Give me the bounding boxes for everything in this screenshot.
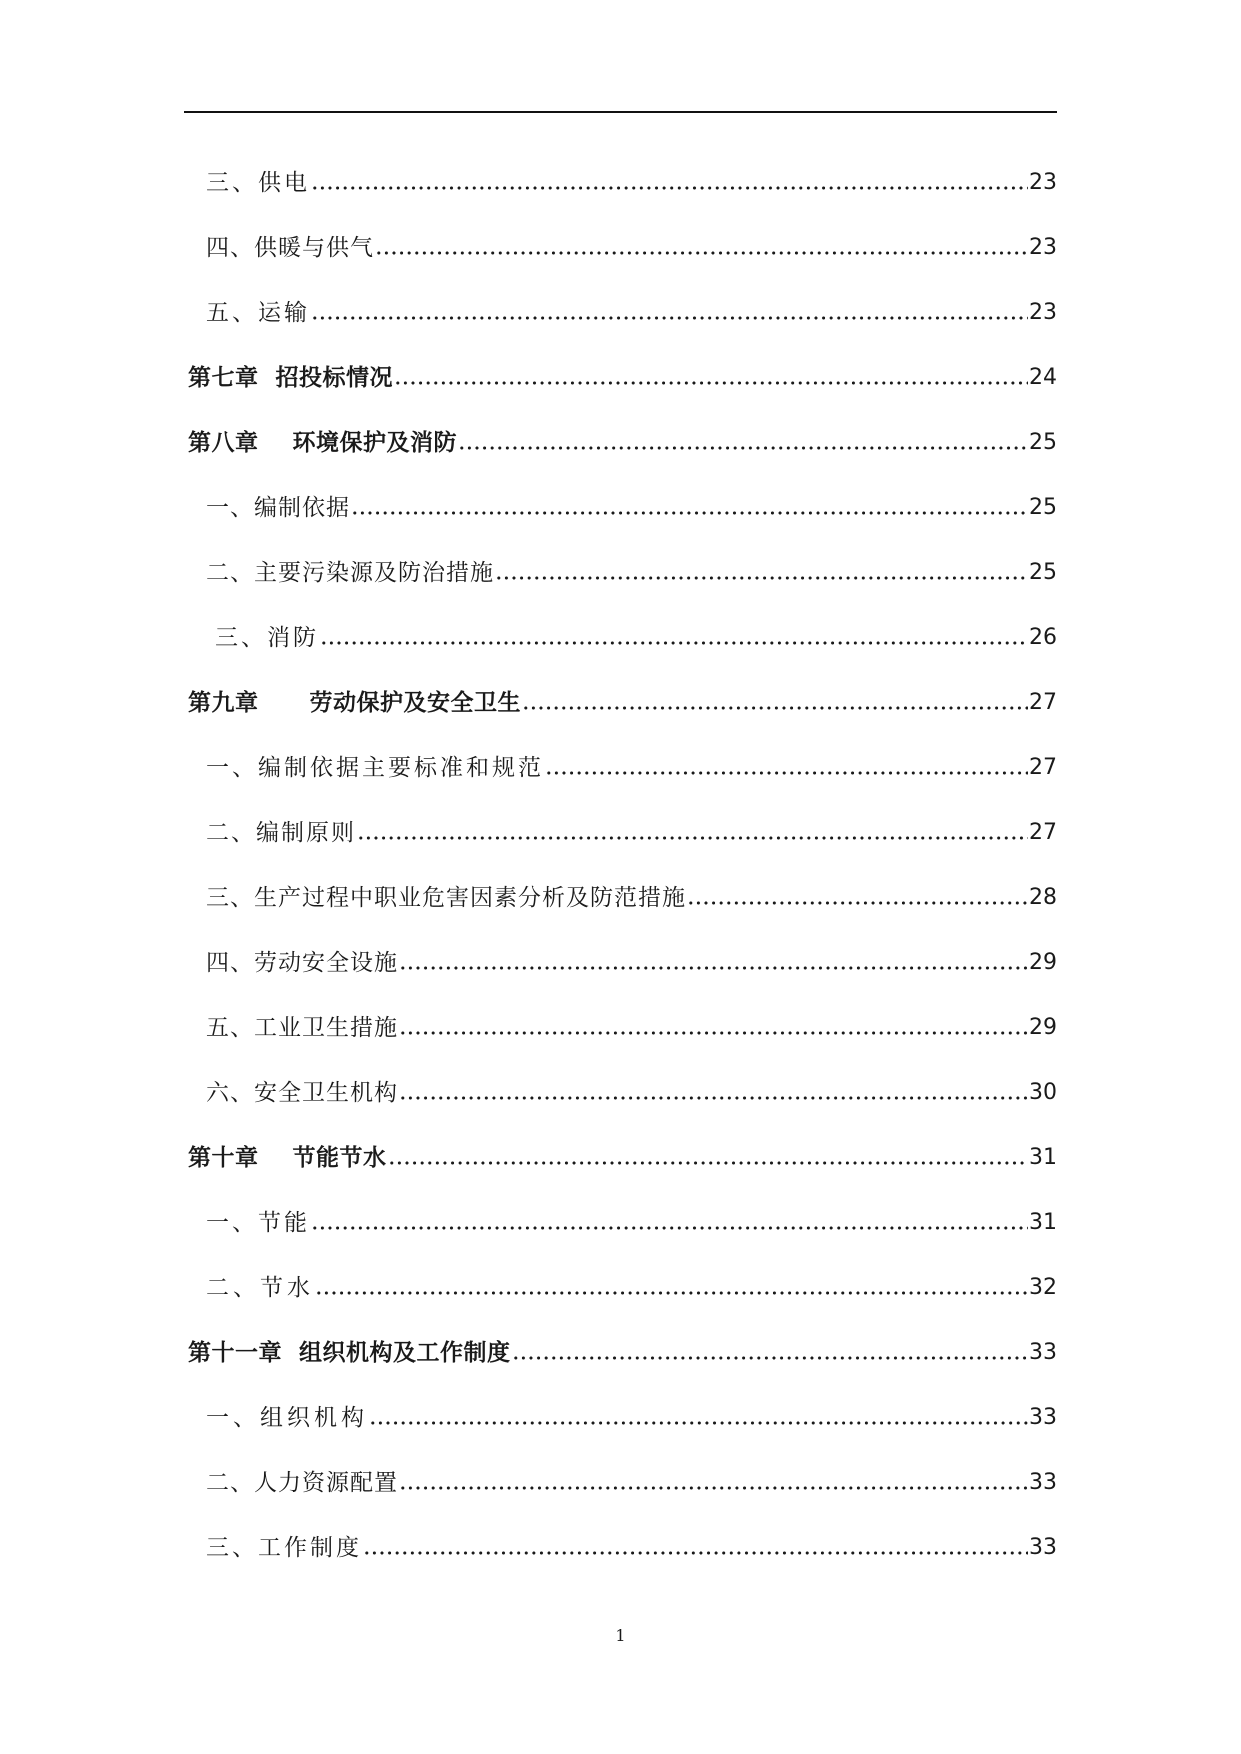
toc-entry[interactable] (0, 158, 1241, 198)
toc-leader-dots (363, 1551, 1028, 1555)
toc-entry-label: 四、供暖与供气 (206, 235, 374, 261)
toc-entry-page: 33 (1029, 1470, 1057, 1495)
toc-leader-dots (311, 316, 1028, 320)
toc-entry-label: 三、消防 (215, 625, 319, 651)
toc-entry[interactable] (0, 288, 1241, 328)
toc-entry-label: 第七章 招投标情况 (188, 365, 394, 391)
toc-entry-label: 二、人力资源配置 (206, 1470, 398, 1496)
toc-entry[interactable] (0, 1393, 1241, 1433)
toc-entry-page: 30 (1029, 1080, 1057, 1105)
toc-leader-dots (545, 771, 1028, 775)
toc-leader-dots (311, 1226, 1028, 1230)
toc-entry-label: 四、劳动安全设施 (206, 950, 398, 976)
toc-leader-dots (320, 641, 1028, 645)
toc-leader-dots (399, 1486, 1028, 1490)
toc-entry-page: 32 (1029, 1275, 1057, 1300)
toc-entry[interactable] (0, 808, 1241, 848)
toc-entry-page: 27 (1029, 755, 1057, 780)
toc-leader-dots (375, 251, 1028, 255)
toc-entry-page: 23 (1029, 235, 1057, 260)
toc-leader-dots (357, 836, 1028, 840)
toc-entry[interactable] (0, 1458, 1241, 1498)
toc-leader-dots (315, 1291, 1028, 1295)
toc-entry-page: 29 (1029, 950, 1057, 975)
toc-entry-page: 23 (1029, 300, 1057, 325)
toc-entry[interactable] (0, 1523, 1241, 1563)
toc-entry[interactable] (0, 548, 1241, 588)
toc-leader-dots (351, 511, 1028, 515)
toc-entry[interactable] (0, 483, 1241, 523)
toc-entry-page: 26 (1029, 625, 1057, 650)
toc-entry[interactable] (0, 1068, 1241, 1108)
toc-chapter-entry[interactable] (0, 353, 1241, 393)
toc-leader-dots (388, 1161, 1028, 1165)
toc-entry-page: 24 (1029, 365, 1057, 390)
toc-leader-dots (458, 446, 1028, 450)
toc-entry-page: 25 (1029, 430, 1057, 455)
toc-entry[interactable] (0, 743, 1241, 783)
toc-entry-page: 29 (1029, 1015, 1057, 1040)
toc-entry-label: 第十一章 组织机构及工作制度 (188, 1340, 511, 1366)
toc-entry-label: 一、节能 (206, 1210, 310, 1236)
toc-leader-dots (394, 381, 1028, 385)
toc-entry-label: 一、编制依据 (206, 495, 350, 521)
toc-chapter-entry[interactable] (0, 678, 1241, 718)
page-number: 1 (615, 1626, 626, 1645)
toc-chapter-entry[interactable] (0, 418, 1241, 458)
toc-entry-page: 33 (1029, 1340, 1057, 1365)
toc-entry-label: 一、编制依据主要标准和规范 (206, 755, 544, 781)
toc-entry-label: 五、运输 (206, 300, 310, 326)
toc-entry[interactable] (0, 223, 1241, 263)
toc-leader-dots (687, 901, 1028, 905)
toc-leader-dots (399, 1096, 1028, 1100)
toc-leader-dots (369, 1421, 1028, 1425)
toc-entry[interactable] (0, 1003, 1241, 1043)
toc-entry-label: 六、安全卫生机构 (206, 1080, 398, 1106)
toc-entry-label: 二、节水 (206, 1275, 314, 1301)
toc-entry-label: 三、工作制度 (206, 1535, 362, 1561)
toc-leader-dots (311, 186, 1028, 190)
toc-entry-label: 三、供电 (206, 170, 310, 196)
toc-leader-dots (522, 706, 1028, 710)
toc-entry[interactable] (0, 1198, 1241, 1238)
toc-chapter-entry[interactable] (0, 1328, 1241, 1368)
toc-entry-label: 第十章 节能节水 (188, 1145, 387, 1171)
toc-entry-page: 33 (1029, 1405, 1057, 1430)
toc-entry-label: 第九章 劳动保护及安全卫生 (188, 690, 522, 716)
toc-entry-label: 五、工业卫生措施 (206, 1015, 398, 1041)
toc-entry-page: 31 (1029, 1145, 1057, 1170)
toc-entry-page: 25 (1029, 495, 1057, 520)
toc-entry-page: 28 (1029, 885, 1057, 910)
toc-entry-page: 27 (1029, 690, 1057, 715)
toc-leader-dots (512, 1356, 1028, 1360)
toc-entry[interactable] (0, 873, 1241, 913)
toc-entry[interactable] (0, 938, 1241, 978)
toc-chapter-entry[interactable] (0, 1133, 1241, 1173)
toc-entry-page: 31 (1029, 1210, 1057, 1235)
toc-entry-page: 27 (1029, 820, 1057, 845)
toc-entry-page: 33 (1029, 1535, 1057, 1560)
toc-entry-label: 二、编制原则 (206, 820, 356, 846)
toc-entry-label: 第八章 环境保护及消防 (188, 430, 458, 456)
toc-leader-dots (399, 1031, 1028, 1035)
toc-entry-label: 一、组织机构 (206, 1405, 368, 1431)
toc-entry-label: 三、生产过程中职业危害因素分析及防范措施 (206, 885, 686, 911)
toc-entry[interactable] (0, 1263, 1241, 1303)
toc-entry-label: 二、主要污染源及防治措施 (206, 560, 494, 586)
toc-leader-dots (399, 966, 1028, 970)
toc-entry-page: 23 (1029, 170, 1057, 195)
toc-entry[interactable] (0, 613, 1241, 653)
toc-leader-dots (495, 576, 1028, 580)
toc-entry-page: 25 (1029, 560, 1057, 585)
